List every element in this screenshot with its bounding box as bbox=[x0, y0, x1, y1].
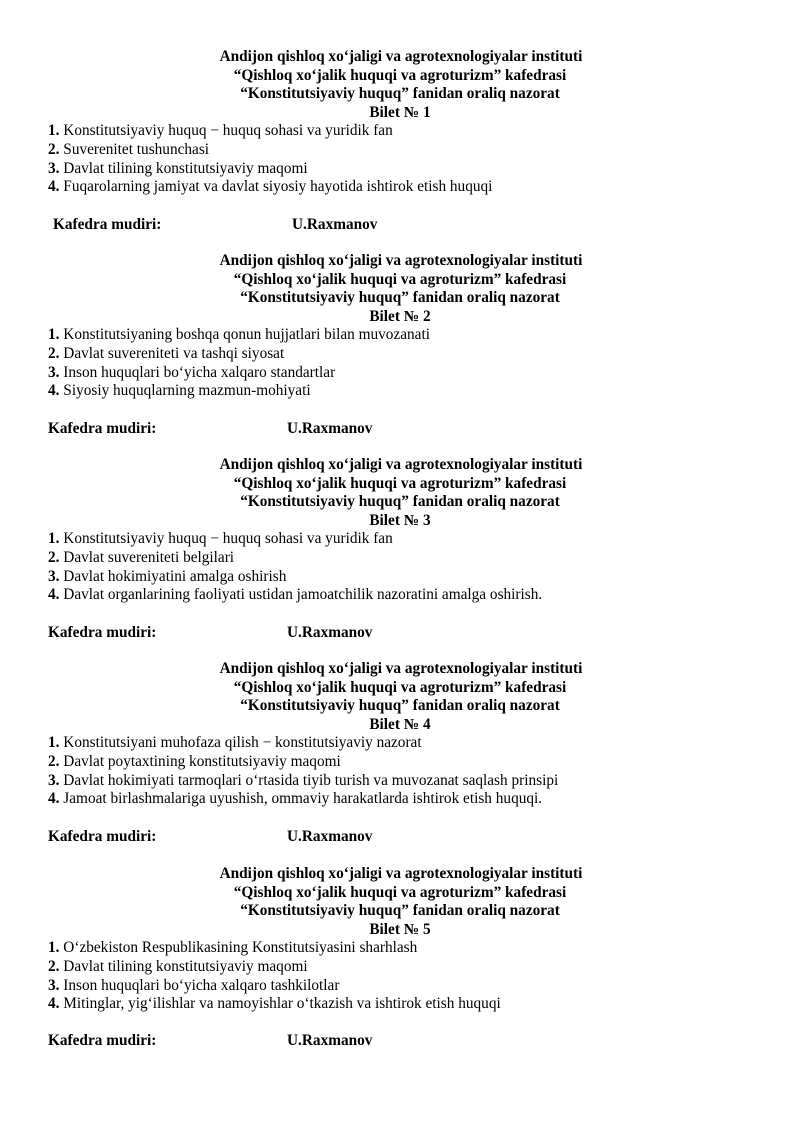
question-number: 2. bbox=[48, 957, 60, 975]
question-text: Davlat suvereniteti va tashqi siyosat bbox=[59, 344, 285, 362]
question-number: 1. bbox=[48, 734, 60, 752]
department-name: “Qishloq xo‘jalik huquqi va agroturizm” kafedrasi bbox=[233, 66, 567, 84]
exam-subject: “Konstitutsiyaviy huquq” fanidan oraliq nazorat bbox=[240, 697, 560, 715]
question-number: 2. bbox=[48, 140, 60, 158]
question-number: 4. bbox=[48, 790, 60, 808]
ticket-number: Bilet № 4 bbox=[369, 715, 431, 733]
question-list bbox=[48, 734, 800, 808]
signature-role: Kafedra mudiri: bbox=[48, 420, 157, 437]
signature-name: U.Raxmanov bbox=[287, 828, 373, 845]
exam-ticket-5 bbox=[0, 865, 800, 1014]
signature-name: U.Raxmanov bbox=[287, 624, 373, 641]
question-item bbox=[48, 977, 800, 996]
question-text: Davlat tilining konstitutsiyaviy maqomi bbox=[59, 957, 308, 975]
question-item bbox=[48, 958, 800, 977]
question-item bbox=[48, 178, 800, 197]
institute-name: Andijon qishloq xo‘jaligi va agrotexnologiyalar instituti bbox=[219, 865, 583, 882]
question-item bbox=[48, 345, 800, 364]
question-number: 4. bbox=[48, 995, 60, 1013]
exam-ticket-2 bbox=[0, 252, 800, 401]
department-name: “Qishloq xo‘jalik huquqi va agroturizm” kafedrasi bbox=[233, 474, 567, 492]
ticket-number: Bilet № 2 bbox=[369, 307, 431, 325]
question-number: 4. bbox=[48, 382, 60, 400]
question-number: 3. bbox=[48, 976, 60, 994]
question-text: Fuqarolarning jamiyat va davlat siyosiy hayotida ishtirok etish huquqi bbox=[59, 178, 493, 196]
question-text: Davlat poytaxtining konstitutsiyaviy maqomi bbox=[59, 752, 341, 770]
department-name: “Qishloq xo‘jalik huquqi va agroturizm” kafedrasi bbox=[233, 678, 567, 696]
question-item bbox=[48, 160, 800, 179]
signature-role: Kafedra mudiri: bbox=[53, 216, 162, 233]
signature-name: U.Raxmanov bbox=[287, 420, 373, 437]
question-text: Mitinglar, yig‘ilishlar va namoyishlar o‘tkazish va ishtirok etish huquqi bbox=[59, 995, 501, 1013]
question-text: Davlat hokimiyatini amalga oshirish bbox=[59, 567, 287, 585]
question-text: O‘zbekiston Respublikasining Konstitutsiyasini sharhlash bbox=[59, 939, 418, 957]
ticket-number: Bilet № 3 bbox=[369, 511, 431, 529]
question-number: 3. bbox=[48, 159, 60, 177]
question-list bbox=[48, 326, 800, 400]
ticket-number: Bilet № 5 bbox=[369, 920, 431, 938]
question-item bbox=[48, 549, 800, 568]
ticket-number: Bilet № 1 bbox=[369, 103, 431, 121]
signature-role: Kafedra mudiri: bbox=[48, 1032, 157, 1049]
question-number: 2. bbox=[48, 548, 60, 566]
signature-name: U.Raxmanov bbox=[287, 1032, 373, 1049]
question-number: 3. bbox=[48, 567, 60, 585]
question-text: Inson huquqlari bo‘yicha xalqaro tashkilotlar bbox=[59, 976, 340, 994]
question-item bbox=[48, 122, 800, 141]
question-text: Suverenitet tushunchasi bbox=[59, 140, 210, 158]
question-item bbox=[48, 939, 800, 958]
exam-subject: “Konstitutsiyaviy huquq” fanidan oraliq nazorat bbox=[240, 493, 560, 511]
question-item bbox=[48, 772, 800, 791]
question-item bbox=[48, 790, 800, 809]
question-number: 2. bbox=[48, 752, 60, 770]
signature-name: U.Raxmanov bbox=[292, 216, 378, 233]
department-name: “Qishloq xo‘jalik huquqi va agroturizm” kafedrasi bbox=[233, 270, 567, 288]
question-item bbox=[48, 364, 800, 383]
question-number: 1. bbox=[48, 122, 60, 140]
question-text: Konstitutsiyaviy huquq − huquq sohasi va yuridik fan bbox=[59, 122, 393, 140]
question-text: Jamoat birlashmalariga uyushish, ommaviy harakatlarda ishtirok etish huquqi. bbox=[59, 790, 543, 808]
question-number: 1. bbox=[48, 326, 60, 344]
question-item bbox=[48, 568, 800, 587]
question-text: Konstitutsiyaviy huquq − huquq sohasi va yuridik fan bbox=[59, 530, 393, 548]
signature-role: Kafedra mudiri: bbox=[48, 624, 157, 641]
question-text: Konstitutsiyaning boshqa qonun hujjatlari bilan muvozanati bbox=[59, 326, 430, 344]
signature-role: Kafedra mudiri: bbox=[48, 828, 157, 845]
question-item bbox=[48, 753, 800, 772]
question-text: Davlat organlarining faoliyati ustidan jamoatchilik nazoratini amalga oshirish. bbox=[59, 586, 543, 604]
question-item bbox=[48, 995, 800, 1014]
question-text: Siyosiy huquqlarning mazmun-mohiyati bbox=[59, 382, 311, 400]
question-number: 2. bbox=[48, 344, 60, 362]
question-text: Davlat hokimiyati tarmoqlari o‘rtasida tiyib turish va muvozanat saqlash prinsipi bbox=[59, 771, 559, 789]
question-item bbox=[48, 326, 800, 345]
question-number: 4. bbox=[48, 178, 60, 196]
question-number: 1. bbox=[48, 939, 60, 957]
exam-ticket-4 bbox=[0, 660, 800, 809]
question-item bbox=[48, 382, 800, 401]
question-item bbox=[48, 734, 800, 753]
exam-subject: “Konstitutsiyaviy huquq” fanidan oraliq nazorat bbox=[240, 85, 560, 103]
question-text: Inson huquqlari bo‘yicha xalqaro standartlar bbox=[59, 363, 336, 381]
question-text: Konstitutsiyani muhofaza qilish − konstitutsiyaviy nazorat bbox=[59, 734, 422, 752]
exam-ticket-1 bbox=[0, 48, 800, 197]
question-number: 3. bbox=[48, 363, 60, 381]
exam-subject: “Konstitutsiyaviy huquq” fanidan oraliq nazorat bbox=[240, 289, 560, 307]
institute-name: Andijon qishloq xo‘jaligi va agrotexnologiyalar instituti bbox=[219, 48, 583, 65]
exam-subject: “Konstitutsiyaviy huquq” fanidan oraliq nazorat bbox=[240, 902, 560, 920]
question-text: Davlat tilining konstitutsiyaviy maqomi bbox=[59, 159, 308, 177]
institute-name: Andijon qishloq xo‘jaligi va agrotexnologiyalar instituti bbox=[219, 456, 583, 473]
department-name: “Qishloq xo‘jalik huquqi va agroturizm” kafedrasi bbox=[233, 883, 567, 901]
question-list bbox=[48, 530, 800, 604]
question-item bbox=[48, 530, 800, 549]
question-number: 1. bbox=[48, 530, 60, 548]
question-number: 4. bbox=[48, 586, 60, 604]
question-list bbox=[48, 939, 800, 1013]
institute-name: Andijon qishloq xo‘jaligi va agrotexnologiyalar instituti bbox=[219, 660, 583, 677]
institute-name: Andijon qishloq xo‘jaligi va agrotexnologiyalar instituti bbox=[219, 252, 583, 269]
exam-ticket-3 bbox=[0, 456, 800, 605]
question-number: 3. bbox=[48, 771, 60, 789]
question-item bbox=[48, 141, 800, 160]
question-item bbox=[48, 586, 800, 605]
question-text: Davlat suvereniteti belgilari bbox=[59, 548, 235, 566]
question-list bbox=[48, 122, 800, 196]
